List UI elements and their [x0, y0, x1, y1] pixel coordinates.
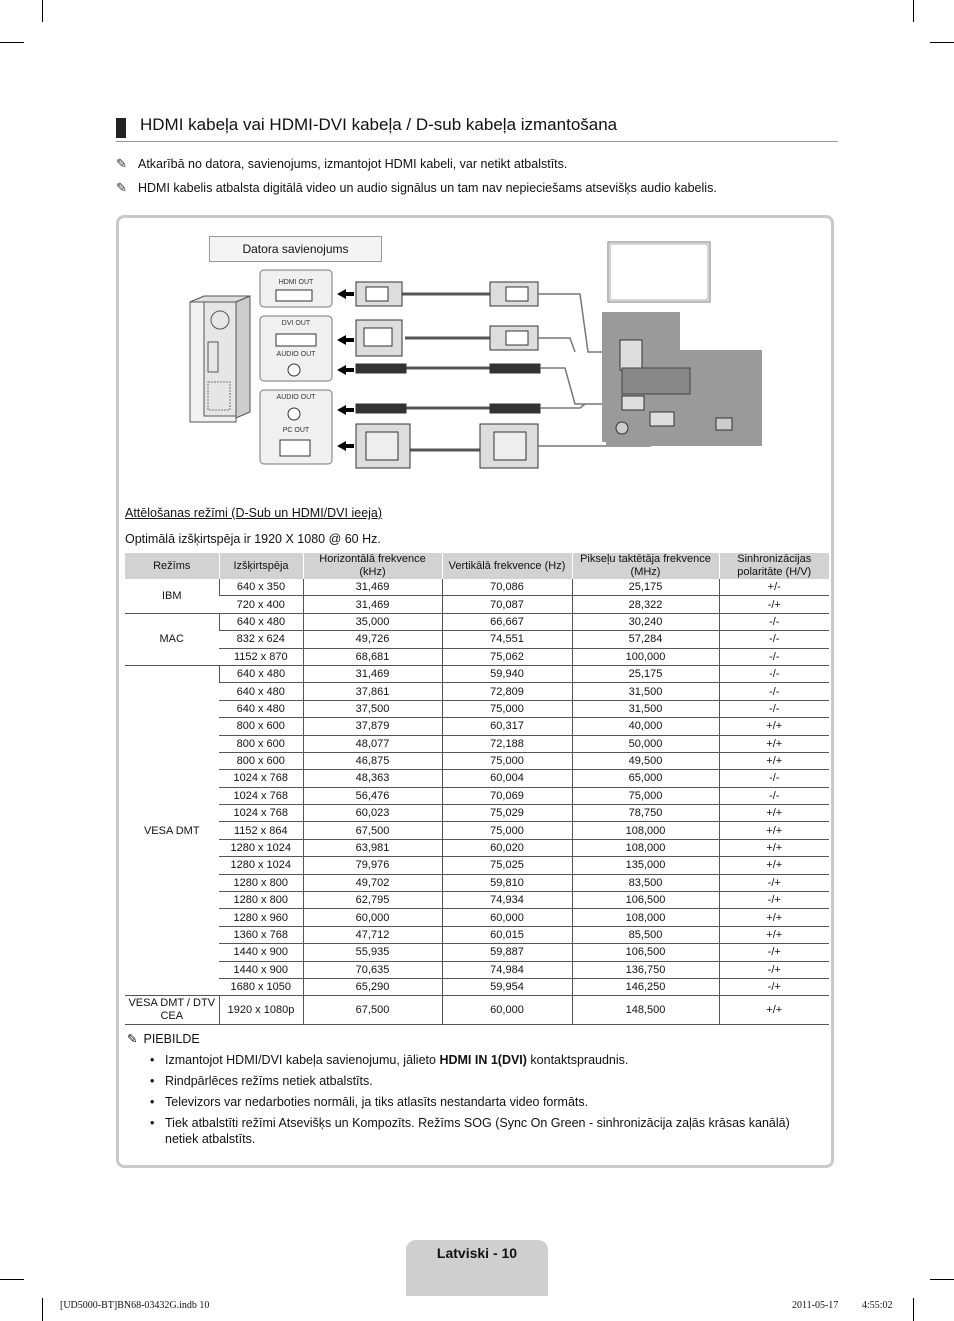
table-cell: 136,750	[572, 961, 719, 978]
table-row	[125, 805, 829, 822]
table-cell: 60,317	[442, 718, 572, 735]
port-hdmi-out-label: HDMI OUT	[278, 279, 314, 286]
table-cell: 1152 x 870	[219, 648, 303, 665]
pc-connection-label: Datora savienojums	[209, 236, 382, 262]
table-cell: 75,062	[442, 648, 572, 665]
table-cell: 60,000	[303, 909, 442, 926]
table-row	[125, 961, 829, 978]
heading-rule	[116, 141, 838, 142]
table-cell: 31,500	[572, 683, 719, 700]
table-cell: -/+	[719, 874, 829, 891]
table-cell: -/-	[719, 787, 829, 804]
table-cell: 47,712	[303, 926, 442, 943]
table-cell: 85,500	[572, 926, 719, 943]
col-header: Izšķirtspēja	[219, 553, 303, 579]
table-cell: 1440 x 900	[219, 961, 303, 978]
optimal-resolution: Optimālā izšķirtspēja ir 1920 X 1080 @ 60 Hz.	[125, 532, 381, 546]
table-cell: -/+	[719, 892, 829, 909]
table-cell: 1280 x 1024	[219, 857, 303, 874]
table-cell: 59,954	[442, 978, 572, 995]
table-cell: 1920 x 1080p	[219, 996, 303, 1025]
table-cell: 1280 x 960	[219, 909, 303, 926]
crop-mark	[930, 1279, 954, 1280]
list-item: • Izmantojot HDMI/DVI kabeļa savienojumu, jālieto HDMI IN 1(DVI) kontaktspraudnis.	[150, 1052, 820, 1068]
table-cell: 37,879	[303, 718, 442, 735]
footer-time: 4:55:02	[862, 1300, 893, 1311]
mode-cell: MAC	[125, 613, 219, 665]
table-cell: +/+	[719, 735, 829, 752]
table-cell: +/+	[719, 839, 829, 856]
note-1: ✎ Atkarībā no datora, savienojums, izmantojot HDMI kabeli, var netikt atbalstīts.	[116, 156, 568, 171]
table-cell: 70,086	[442, 579, 572, 596]
table-cell: 75,000	[442, 822, 572, 839]
table-cell: 79,976	[303, 857, 442, 874]
table-cell: 72,809	[442, 683, 572, 700]
table-cell: 148,500	[572, 996, 719, 1025]
table-cell: 59,940	[442, 665, 572, 682]
mode-cell: IBM	[125, 579, 219, 613]
table-cell: 800 x 600	[219, 718, 303, 735]
table-cell: 59,810	[442, 874, 572, 891]
table-cell: +/+	[719, 926, 829, 943]
table-cell: +/+	[719, 909, 829, 926]
table-cell: 37,861	[303, 683, 442, 700]
crop-mark	[42, 0, 43, 22]
table-cell: 72,188	[442, 735, 572, 752]
table-cell: -/-	[719, 665, 829, 682]
table-cell: 70,087	[442, 596, 572, 613]
crop-mark	[930, 42, 954, 43]
table-cell: 48,363	[303, 770, 442, 787]
crop-mark	[913, 1298, 914, 1321]
notes-list	[150, 1052, 820, 1152]
table-cell: 57,284	[572, 631, 719, 648]
table-cell: 49,726	[303, 631, 442, 648]
table-cell: 800 x 600	[219, 752, 303, 769]
table-cell: 75,000	[572, 787, 719, 804]
pc-tower-icon	[190, 296, 250, 422]
pencil-icon: ✎	[116, 156, 127, 171]
pencil-icon: ✎	[116, 180, 127, 195]
table-cell: +/+	[719, 822, 829, 839]
table-row	[125, 892, 829, 909]
mode-cell: VESA DMT / DTV CEA	[125, 996, 219, 1025]
page-title: HDMI kabeļa vai HDMI-DVI kabeļa / D-sub kabeļa izmantošana	[140, 115, 618, 134]
table-cell: 1024 x 768	[219, 770, 303, 787]
table-cell: -/+	[719, 978, 829, 995]
table-cell: 37,500	[303, 700, 442, 717]
crop-mark	[913, 0, 914, 22]
table-cell: -/-	[719, 683, 829, 700]
table-cell: 106,500	[572, 944, 719, 961]
table-row	[125, 631, 829, 648]
table-cell: 31,469	[303, 579, 442, 596]
table-cell: 108,000	[572, 822, 719, 839]
table-cell: +/+	[719, 857, 829, 874]
table-cell: -/+	[719, 961, 829, 978]
table-cell: -/-	[719, 648, 829, 665]
crop-mark	[0, 42, 24, 43]
port-audio-out-label: AUDIO OUT	[276, 351, 316, 358]
table-row	[125, 874, 829, 891]
table-cell: 1280 x 1024	[219, 839, 303, 856]
table-cell: 49,702	[303, 874, 442, 891]
table-cell: 832 x 624	[219, 631, 303, 648]
table-row	[125, 665, 829, 682]
port-dvi-out-label: DVI OUT	[281, 320, 311, 327]
table-cell: -/-	[719, 700, 829, 717]
table-cell: 720 x 400	[219, 596, 303, 613]
table-cell: -/+	[719, 596, 829, 613]
col-header: Vertikālā frekvence (Hz)	[442, 553, 572, 579]
heading-marker	[116, 118, 126, 138]
table-cell: 25,175	[572, 579, 719, 596]
table-row	[125, 857, 829, 874]
port-pc-out-label: PC OUT	[282, 427, 310, 434]
table-cell: 49,500	[572, 752, 719, 769]
table-cell: 55,935	[303, 944, 442, 961]
port-audio-out-label: AUDIO OUT	[276, 394, 316, 401]
table-cell: 75,000	[442, 700, 572, 717]
table-cell: 31,500	[572, 700, 719, 717]
table-cell: 108,000	[572, 839, 719, 856]
table-cell: 25,175	[572, 665, 719, 682]
table-cell: 78,750	[572, 805, 719, 822]
table-cell: 59,887	[442, 944, 572, 961]
pencil-icon: ✎	[127, 1032, 138, 1046]
table-cell: 146,250	[572, 978, 719, 995]
mode-cell: VESA DMT	[125, 665, 219, 995]
table-cell: 75,029	[442, 805, 572, 822]
table-row	[125, 700, 829, 717]
table-cell: 60,000	[442, 909, 572, 926]
table-cell: 31,469	[303, 665, 442, 682]
table-cell: +/-	[719, 579, 829, 596]
table-cell: 60,004	[442, 770, 572, 787]
table-row	[125, 579, 829, 596]
footer-file: [UD5000-BT]BN68-03432G.indb 10	[60, 1300, 210, 1311]
table-row	[125, 822, 829, 839]
table-row	[125, 770, 829, 787]
table-cell: 60,020	[442, 839, 572, 856]
table-cell: 1280 x 800	[219, 874, 303, 891]
list-item: • Tiek atbalstīti režīmi Atsevišķs un Kompozīts. Režīms SOG (Sync On Green - sinhronizācija zaļās krāsas kanālā) netiek atbalstīts.	[150, 1115, 820, 1147]
table-cell: 1280 x 800	[219, 892, 303, 909]
table-row	[125, 787, 829, 804]
col-header: Horizontālā frekvence (kHz)	[303, 553, 442, 579]
table-row	[125, 683, 829, 700]
table-cell: +/+	[719, 996, 829, 1025]
table-cell: 1024 x 768	[219, 805, 303, 822]
table-cell: 67,500	[303, 822, 442, 839]
table-cell: 1440 x 900	[219, 944, 303, 961]
table-cell: 30,240	[572, 613, 719, 630]
table-cell: 106,500	[572, 892, 719, 909]
table-cell: 640 x 480	[219, 683, 303, 700]
table-cell: -/-	[719, 770, 829, 787]
list-item: • Televizors var nedarboties normāli, ja tiks atlasīts nestandarta video formāts.	[150, 1094, 820, 1110]
table-cell: 62,795	[303, 892, 442, 909]
table-cell: 1152 x 864	[219, 822, 303, 839]
table-cell: 74,984	[442, 961, 572, 978]
page-number: Latviski - 10	[436, 1245, 518, 1261]
connection-diagram	[180, 232, 780, 470]
table-cell: 40,000	[572, 718, 719, 735]
table-cell: 83,500	[572, 874, 719, 891]
table-row	[125, 978, 829, 995]
table-row	[125, 735, 829, 752]
table-cell: +/+	[719, 805, 829, 822]
tv-back-panel-icon	[602, 312, 762, 446]
table-cell: 1360 x 768	[219, 926, 303, 943]
table-row	[125, 648, 829, 665]
table-cell: +/+	[719, 752, 829, 769]
crop-mark	[0, 1279, 24, 1280]
notes-title: ✎ PIEBILDE	[127, 1032, 200, 1046]
table-cell: 75,000	[442, 752, 572, 769]
table-cell: 1680 x 1050	[219, 978, 303, 995]
table-cell: 74,551	[442, 631, 572, 648]
table-cell: 60,015	[442, 926, 572, 943]
table-cell: 640 x 480	[219, 613, 303, 630]
footer-date: 2011-05-17	[792, 1300, 839, 1311]
table-cell: 35,000	[303, 613, 442, 630]
col-header: Režīms	[125, 553, 219, 579]
table-cell: 75,025	[442, 857, 572, 874]
col-header: Sinhronizācijas polaritāte (H/V)	[719, 553, 829, 579]
table-row	[125, 752, 829, 769]
table-cell: 640 x 350	[219, 579, 303, 596]
table-cell: 70,635	[303, 961, 442, 978]
table-cell: 60,023	[303, 805, 442, 822]
table-row	[125, 926, 829, 943]
table-cell: 60,000	[442, 996, 572, 1025]
table-cell: 66,667	[442, 613, 572, 630]
table-cell: 63,981	[303, 839, 442, 856]
table-cell: 50,000	[572, 735, 719, 752]
table-cell: 46,875	[303, 752, 442, 769]
table-body	[125, 579, 829, 1025]
list-item: • Rindpārlēces režīms netiek atbalstīts.	[150, 1073, 820, 1089]
table-row	[125, 996, 829, 1025]
col-header: Pikseļu taktētāja frekvence (MHz)	[572, 553, 719, 579]
table-cell: 108,000	[572, 909, 719, 926]
table-cell: 100,000	[572, 648, 719, 665]
table-row	[125, 839, 829, 856]
table-cell: +/+	[719, 718, 829, 735]
table-cell: 65,290	[303, 978, 442, 995]
table-cell: 65,000	[572, 770, 719, 787]
table-cell: 28,322	[572, 596, 719, 613]
table-cell: 1024 x 768	[219, 787, 303, 804]
table-cell: 68,681	[303, 648, 442, 665]
table-cell: 48,077	[303, 735, 442, 752]
table-row	[125, 596, 829, 613]
note-2: ✎ HDMI kabelis atbalsta digitālā video un audio signālus un tam nav nepieciešams atsevišķs audio kabelis.	[116, 180, 717, 195]
table-cell: 135,000	[572, 857, 719, 874]
table-row	[125, 718, 829, 735]
modes-section-title: Attēlošanas režīmi (D-Sub un HDMI/DVI ieeja)	[125, 506, 383, 520]
table-cell: 800 x 600	[219, 735, 303, 752]
table-cell: 640 x 480	[219, 700, 303, 717]
table-cell: -/-	[719, 613, 829, 630]
table-cell: 640 x 480	[219, 665, 303, 682]
table-header-row	[125, 553, 829, 579]
table-row	[125, 613, 829, 630]
table-cell: -/-	[719, 631, 829, 648]
table-cell: -/+	[719, 944, 829, 961]
crop-mark	[42, 1298, 43, 1321]
table-cell: 31,469	[303, 596, 442, 613]
table-cell: 67,500	[303, 996, 442, 1025]
table-row	[125, 909, 829, 926]
table-cell: 56,476	[303, 787, 442, 804]
display-modes-table	[125, 553, 829, 1025]
table-cell: 70,069	[442, 787, 572, 804]
table-row	[125, 944, 829, 961]
table-cell: 74,934	[442, 892, 572, 909]
